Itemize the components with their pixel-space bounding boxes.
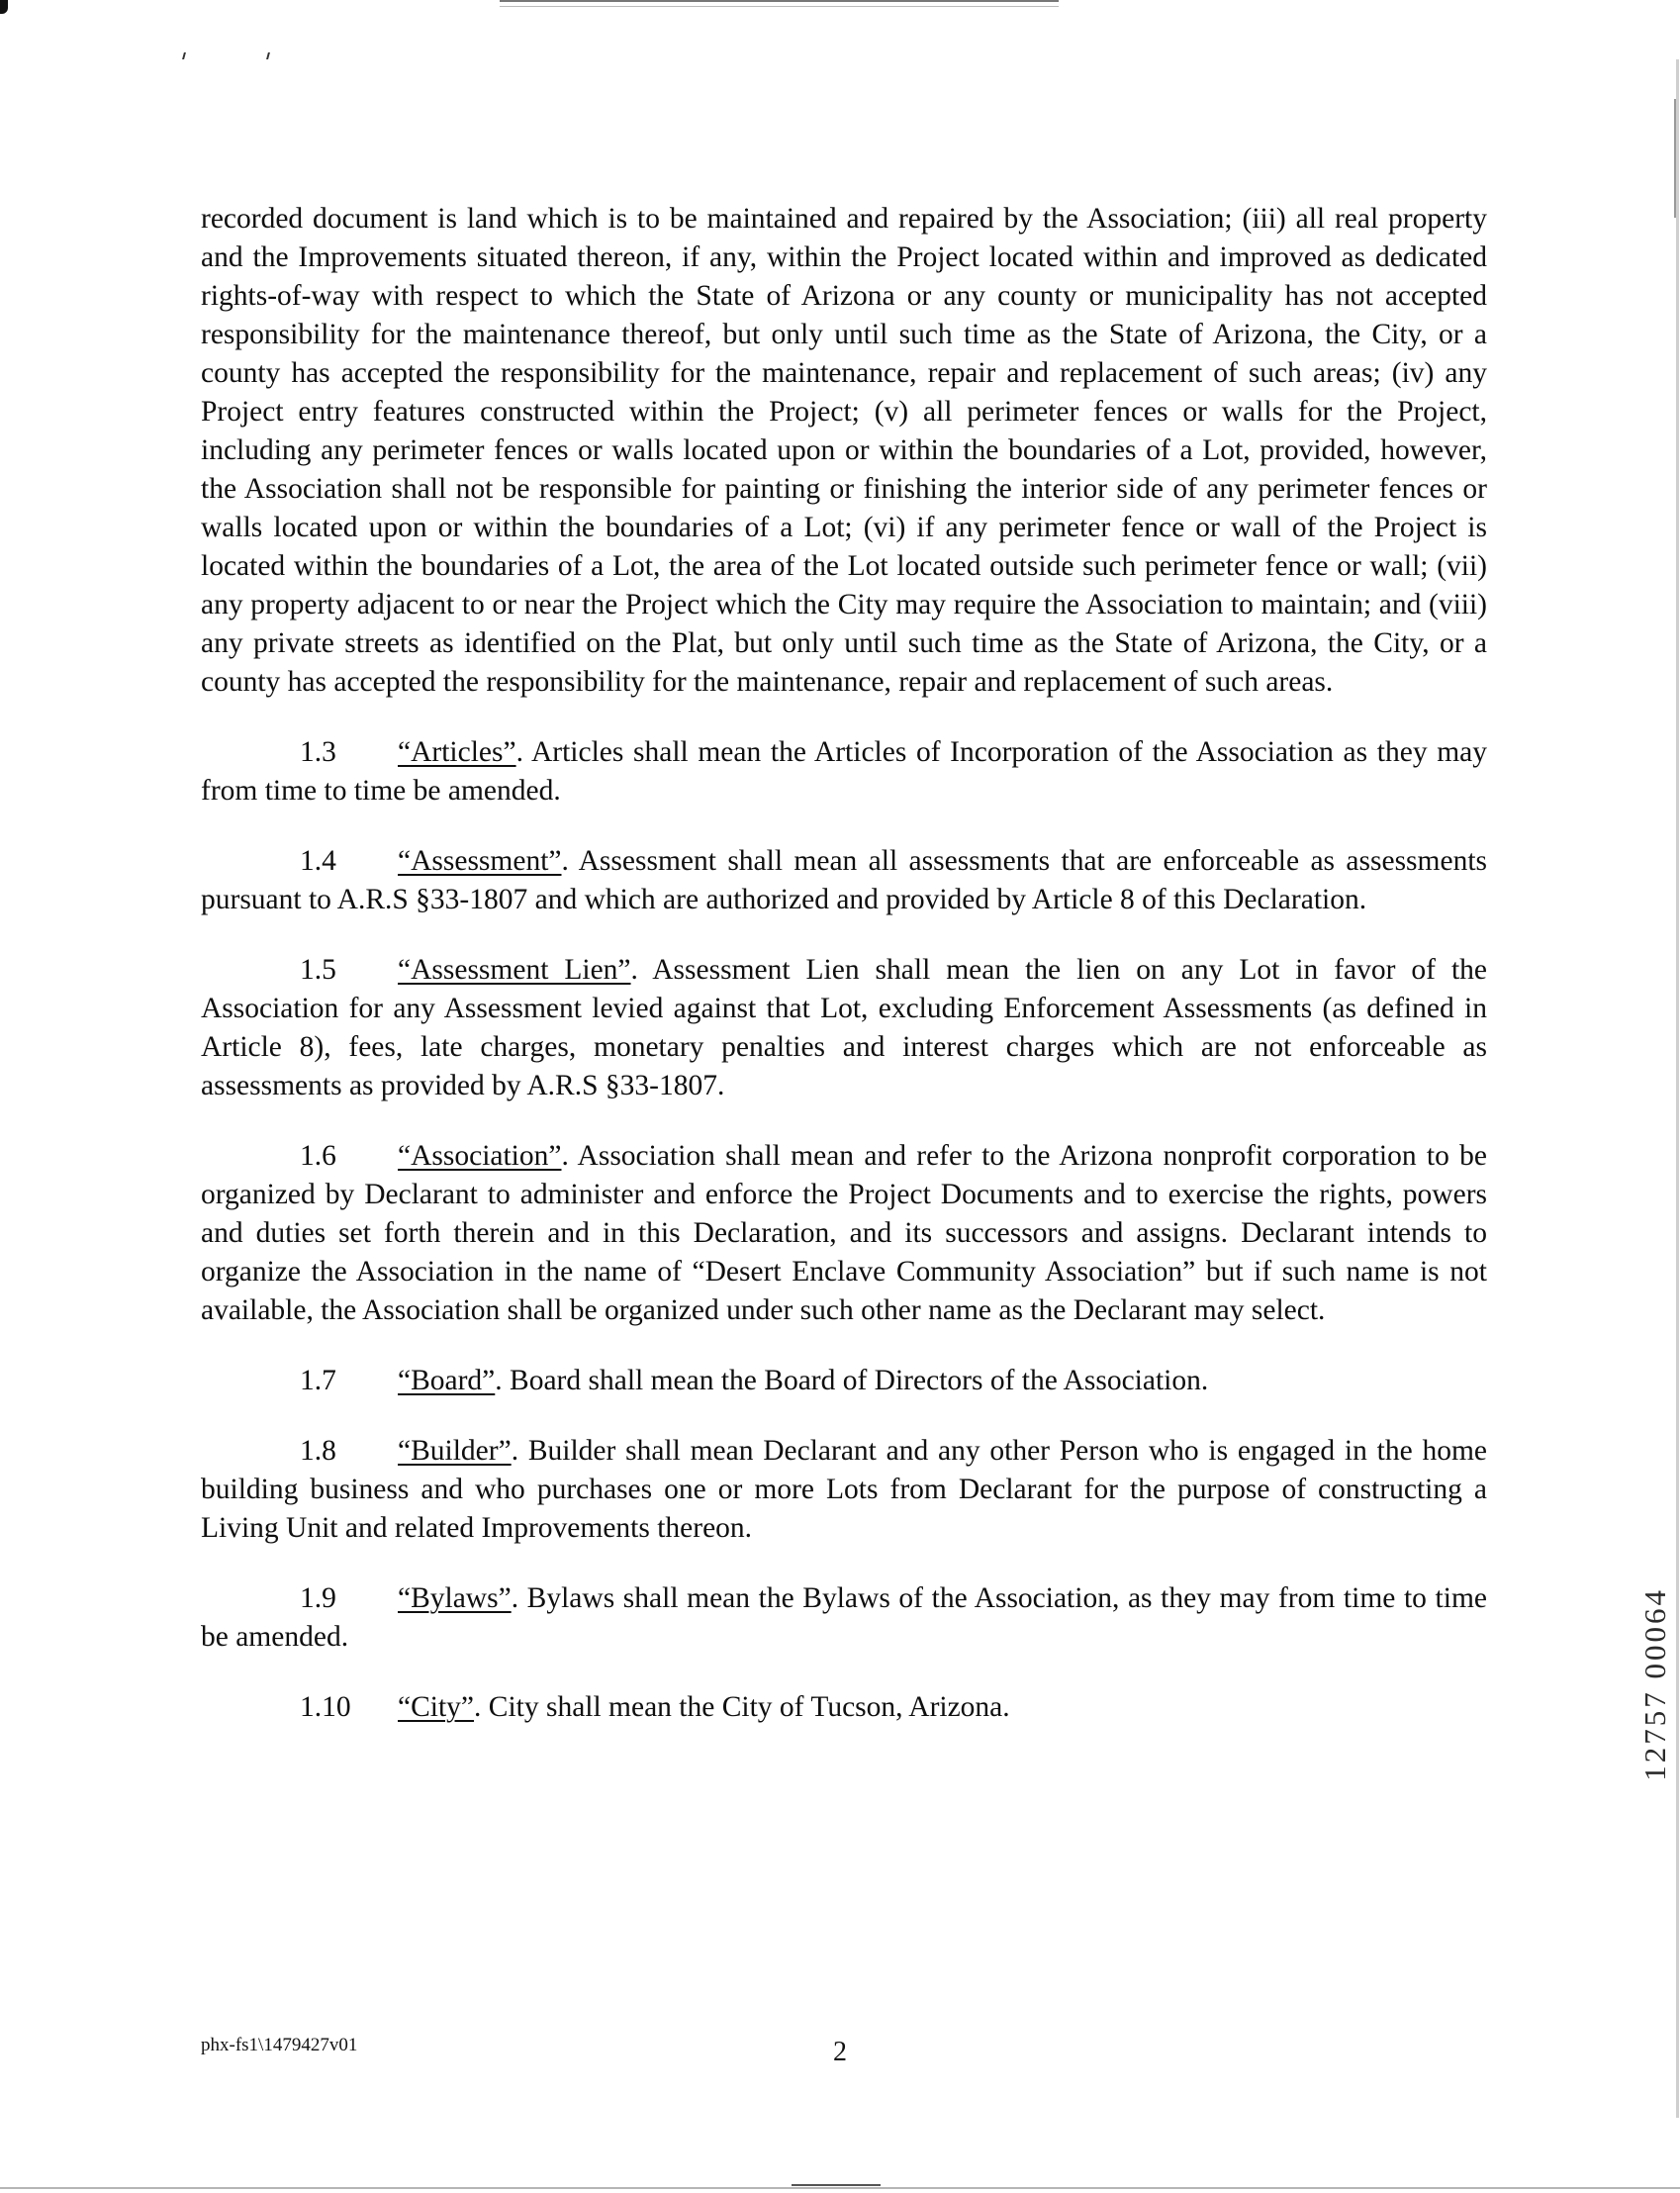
section-1-8 (201, 1432, 1487, 1548)
footer-document-id: phx-fs1\1479427v01 (201, 2035, 358, 2055)
section-1-3 (201, 733, 1487, 810)
scan-artifact (1676, 59, 1679, 2118)
defined-term: “Association” (398, 1140, 562, 1172)
section-1-5 (201, 951, 1487, 1105)
section-text: . Board shall mean the Board of Directors of the Association. (495, 1365, 1209, 1396)
defined-term: “Articles” (398, 736, 516, 768)
scan-artifact (1674, 99, 1676, 218)
defined-term: “Assessment Lien” (398, 954, 631, 986)
section-1-7 (201, 1362, 1487, 1400)
section-text: . Assessment Lien shall mean the lien on any Lot in favor of the Association for any Assessment levied against that Lot, excluding Enforcement Assessments (as defined in Article 8), fees, late charges, monetary penalties and interest charges which are not enforceable as assessments as provided by A.R.S §33-1807. (201, 954, 1487, 1101)
section-1-9 (201, 1579, 1487, 1657)
section-number: 1.9 (300, 1582, 336, 1614)
scan-artifact (500, 0, 1059, 2)
scan-artifact (792, 2184, 881, 2186)
section-1-4 (201, 842, 1487, 919)
section-text: . Articles shall mean the Articles of Incorporation of the Association as they may from time to time be amended. (201, 736, 1487, 807)
section-number: 1.8 (300, 1435, 336, 1467)
section-number: 1.6 (300, 1140, 336, 1172)
defined-term: “Assessment” (398, 845, 562, 877)
scan-artifact (266, 52, 270, 59)
section-text: . Bylaws shall mean the Bylaws of the Association, as they may from time to time be amended. (201, 1582, 1487, 1653)
document-body (201, 200, 1487, 1759)
section-text: . Builder shall mean Declarant and any other Person who is engaged in the home building business and who purchases one or more Lots from Declarant for the purpose of constructing a Living Unit and related Improvements thereon. (201, 1435, 1487, 1544)
opening-paragraph: recorded document is land which is to be maintained and repaired by the Association; (iii) all real property and the Improvements situated thereon, if any, within the Project located within and improved as dedicated rights-of-way with respect to which the State of Arizona or any county or municipality has not accepted responsibility for the maintenance thereof, but only until such time as the State of Arizona, the City, or a county has accepted the responsibility for the maintenance, repair and replacement of such areas; (iv) any Project entry features constructed within the Project; (v) all perimeter fences or walls for the Project, including any perimeter fences or walls located upon or within the boundaries of a Lot, provided, however, the Association shall not be responsible for painting or finishing the interior side of any perimeter fences or walls located upon or within the boundaries of a Lot; (vi) if any perimeter fence or wall of the Project is located within the boundaries of a Lot, the area of the Lot located outside such perimeter fence or wall; (vii) any property adjacent to or near the Project which the City may require the Association to maintain; and (viii) any private streets as identified on the Plat, but only until such time as the State of Arizona, the City, or a county has accepted the responsibility for the maintenance, repair and replacement of such areas. (201, 203, 1487, 698)
section-number: 1.10 (300, 1691, 351, 1723)
scan-artifact (0, 2187, 1680, 2189)
section-number: 1.5 (300, 954, 336, 986)
section-text: . City shall mean the City of Tucson, Arizona. (474, 1691, 1010, 1723)
section-text: . Assessment shall mean all assessments that are enforceable as assessments pursuant to A.R.S §33-1807 and which are authorized and provided by Article 8 of this Declaration. (201, 845, 1487, 915)
scan-artifact (0, 0, 8, 14)
section-number: 1.3 (300, 736, 336, 768)
scan-artifact (182, 52, 186, 59)
section-1-6 (201, 1137, 1487, 1330)
defined-term: “Bylaws” (398, 1582, 512, 1614)
section-text: . Association shall mean and refer to the Arizona nonprofit corporation to be organized by Declarant to administer and enforce the Project Documents and to exercise the rights, powers and duties set forth therein and in this Declaration, and its successors and assigns. Declarant intends to organize the Association in the name of “Desert Enclave Community Association” but if such name is not available, the Association shall be organized under such other name as the Declarant may select. (201, 1140, 1487, 1326)
section-number: 1.7 (300, 1365, 336, 1396)
section-number: 1.4 (300, 845, 336, 877)
footer-page-number: 2 (833, 2037, 847, 2067)
section-1-10 (201, 1688, 1487, 1727)
defined-term: “Builder” (398, 1435, 512, 1467)
defined-term: “Board” (398, 1365, 496, 1396)
recording-stamp: 12757 00064 (1637, 1587, 1672, 1781)
defined-term: “City” (398, 1691, 475, 1723)
scan-artifact (500, 6, 1059, 7)
